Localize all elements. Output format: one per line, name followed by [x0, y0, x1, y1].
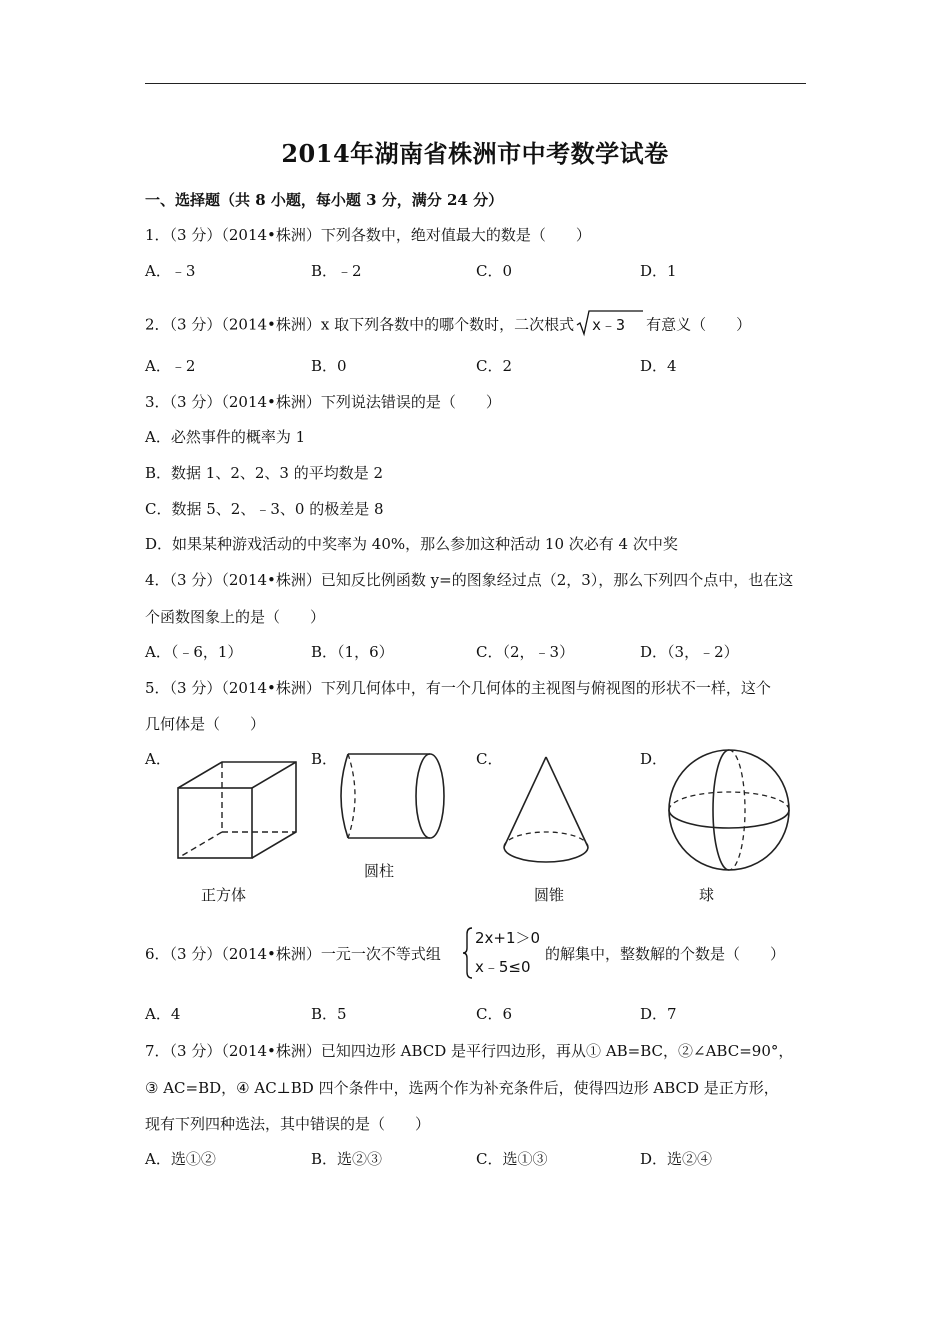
- inequality-2: x﹣5≤0: [475, 958, 531, 976]
- sphere-caption: 球: [699, 886, 715, 904]
- question-3-stem: 3．（3 分）（2014•株洲）下列说法错误的是（ ）: [145, 393, 501, 411]
- question-2-stem-after: 有意义（ ）: [646, 315, 752, 334]
- question-3-option-a: A．必然事件的概率为 1: [145, 428, 306, 446]
- cone-caption: 圆锥: [534, 886, 565, 904]
- sphere-figure: [664, 746, 794, 874]
- question-4-option-a: A．（﹣6，1）: [145, 643, 243, 661]
- cylinder-figure: [332, 750, 450, 844]
- question-2-stem-before: 2．（3 分）（2014•株洲）x 取下列各数中的哪个数时，二次根式: [145, 315, 575, 334]
- square-root-expression: [576, 309, 644, 342]
- question-6-stem-before: 6．（3 分）（2014•株洲）一元一次不等式组: [145, 945, 441, 963]
- cube-caption: 正方体: [201, 886, 247, 904]
- question-6-option-d: D．7: [640, 1005, 677, 1023]
- question-5-stem-line-2: 几何体是（ ）: [145, 715, 266, 733]
- question-2-option-a: A．﹣2: [145, 357, 196, 375]
- cube-figure: [172, 758, 302, 862]
- left-brace-icon: [462, 926, 474, 980]
- question-4-option-c: C．（2，﹣3）: [476, 643, 575, 661]
- question-3-option-c: C．数据 5、2、﹣3、0 的极差是 8: [145, 500, 384, 518]
- question-6-option-b: B．5: [311, 1005, 347, 1023]
- question-5-option-c: C．: [476, 750, 503, 768]
- question-6-option-a: A．4: [145, 1005, 181, 1023]
- cylinder-caption: 圆柱: [364, 862, 395, 880]
- question-7-option-c: C．选①③: [476, 1150, 548, 1168]
- question-4-stem-line-2: 个函数图象上的是（ ）: [145, 608, 326, 626]
- radicand: x﹣3: [592, 316, 626, 334]
- question-3-option-b: B．数据 1、2、2、3 的平均数是 2: [145, 464, 384, 482]
- question-1-option-d: D．1: [640, 262, 677, 280]
- question-1-option-b: B．﹣2: [311, 262, 362, 280]
- question-2-option-c: C．2: [476, 357, 513, 375]
- radical-sign-icon: [576, 309, 644, 337]
- section-heading: 一、选择题（共 8 小题，每小题 3 分，满分 24 分）: [145, 191, 504, 209]
- question-2-stem: [145, 309, 751, 342]
- question-7-stem-line-3: 现有下列四种选法，其中错误的是（ ）: [145, 1115, 431, 1133]
- question-2-option-b: B．0: [311, 357, 347, 375]
- question-3-option-d: D．如果某种游戏活动的中奖率为 40%，那么参加这种活动 10 次必有 4 次中奖: [145, 535, 678, 553]
- question-7-stem-line-1: 7．（3 分）（2014•株洲）已知四边形 ABCD 是平行四边形，再从① AB=BC，②∠ABC=90°，: [145, 1042, 794, 1060]
- question-5-option-a: A．: [145, 750, 171, 768]
- question-5-stem-line-1: 5．（3 分）（2014•株洲）下列几何体中，有一个几何体的主视图与俯视图的形状不一样，这个: [145, 679, 771, 697]
- page-title: 2014年湖南省株洲市中考数学试卷: [281, 139, 669, 168]
- question-1-option-c: C．0: [476, 262, 513, 280]
- question-5-option-d: D．: [640, 750, 668, 768]
- question-7-option-b: B．选②③: [311, 1150, 383, 1168]
- question-7-stem-line-2: ③ AC=BD，④ AC⊥BD 四个条件中，选两个作为补充条件后，使得四边形 ABCD 是正方形，: [145, 1079, 779, 1097]
- header-rule: [145, 83, 806, 84]
- cone-figure: [498, 753, 594, 867]
- question-1-stem: 1．（3 分）（2014•株洲）下列各数中，绝对值最大的数是（ ）: [145, 226, 591, 244]
- question-7-option-d: D．选②④: [640, 1150, 713, 1168]
- question-4-option-d: D．（3，﹣2）: [640, 643, 739, 661]
- question-1-option-a: A．﹣3: [145, 262, 196, 280]
- question-2-option-d: D．4: [640, 357, 677, 375]
- question-4-option-b: B．（1，6）: [311, 643, 394, 661]
- question-4-stem-line-1: 4．（3 分）（2014•株洲）已知反比例函数 y=的图象经过点（2，3），那么下列四个点中，也在这: [145, 571, 794, 589]
- question-5-option-b: B．: [311, 750, 338, 768]
- inequality-1: 2x+1＞0: [475, 929, 541, 947]
- question-7-option-a: A．选①②: [145, 1150, 216, 1168]
- question-6-option-c: C．6: [476, 1005, 513, 1023]
- question-6-stem-after: 的解集中，整数解的个数是（ ）: [545, 945, 786, 963]
